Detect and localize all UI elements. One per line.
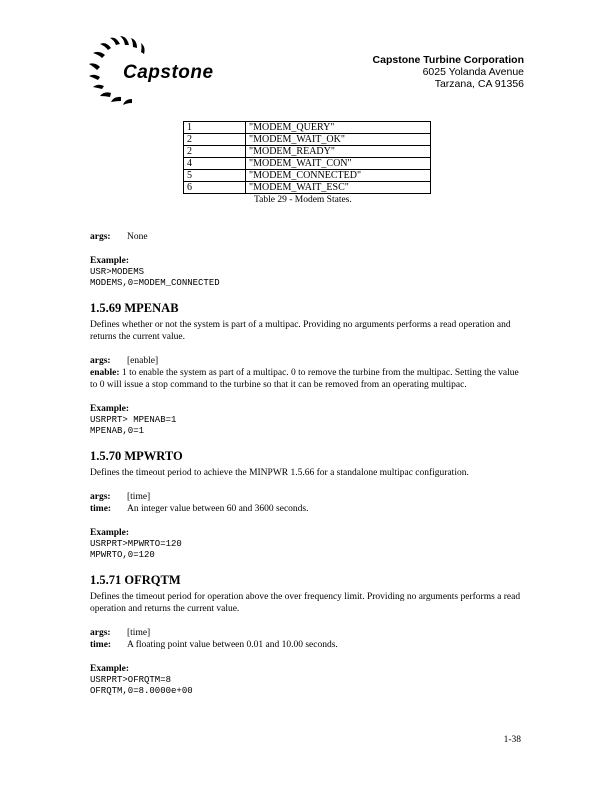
mpwrto-time-line (90, 503, 526, 515)
args-value: [time] (127, 628, 151, 638)
ofrqtm-time-line (90, 639, 526, 651)
args-label: args: (90, 356, 111, 366)
code-line: USRPRT>OFRQTM=8 (90, 675, 172, 685)
table-cell-state: "MODEM_WAIT_OK" (246, 134, 431, 146)
args-value: None (127, 232, 148, 242)
args-value: [enable] (127, 356, 159, 366)
args-label: args: (90, 232, 111, 242)
section-heading-mpwrto: 1.5.70 MPWRTO (90, 449, 183, 463)
table-row (184, 146, 431, 158)
example-label: Example: (90, 528, 130, 538)
table-cell-state: "MODEM_WAIT_ESC" (246, 182, 431, 194)
code-line: USRPRT> MPENAB=1 (90, 415, 177, 425)
table-row (184, 158, 431, 170)
example-label: Example: (90, 404, 130, 414)
section-description: Defines the timeout period for operation above the over frequency limit. Providing no arguments performs a read operation and returns the current value. (90, 592, 521, 614)
ofrqtm-args-line (90, 627, 526, 639)
table-row (184, 170, 431, 182)
section-heading-ofrqtm: 1.5.71 OFRQTM (90, 573, 181, 587)
table-cell-state: "MODEM_QUERY" (246, 122, 431, 134)
mpenab-enable-line (90, 367, 526, 391)
address-line-1: 6025 Yolanda Avenue (422, 66, 524, 78)
mpwrto-args-line (90, 491, 526, 503)
args-label: args: (90, 628, 111, 638)
time-description: A floating point value between 0.01 and 10.00 seconds. (127, 640, 338, 650)
table-cell-state: "MODEM_CONNECTED" (246, 170, 431, 182)
example-label: Example: (90, 256, 130, 266)
company-address-block (373, 54, 524, 90)
table-caption: Table 29 - Modem States. (254, 195, 352, 205)
args-label: args: (90, 492, 111, 502)
code-line: USRPRT>MPWRTO=120 (90, 539, 182, 549)
time-label: time: (90, 504, 112, 514)
modems-args-line (90, 231, 526, 243)
table-cell-number: 6 (184, 182, 246, 194)
code-line: OFRQTM,0=8.0000e+00 (90, 686, 193, 696)
logo-wordmark: Capstone (123, 62, 214, 83)
table-cell-number: 4 (184, 158, 246, 170)
args-value: [time] (127, 492, 151, 502)
table-cell-state: "MODEM_WAIT_CON" (246, 158, 431, 170)
section-description: Defines whether or not the system is part of a multipac. Providing no arguments performs a read operation and returns the current value. (90, 320, 511, 342)
table-row (184, 122, 431, 134)
code-line: MODEMS,0=MODEM_CONNECTED (90, 278, 220, 288)
table-cell-number: 2 (184, 134, 246, 146)
table-row (184, 134, 431, 146)
company-name: Capstone Turbine Corporation (372, 54, 524, 66)
address-line-2: Tarzana, CA 91356 (434, 78, 524, 90)
table-cell-number: 2 (184, 146, 246, 158)
mpenab-args-line (90, 355, 526, 367)
code-line: USR>MODEMS (90, 267, 145, 277)
table-cell-state: "MODEM_READY" (246, 146, 431, 158)
enable-label: enable: (90, 368, 120, 378)
section-heading-mpenab: 1.5.69 MPENAB (90, 301, 179, 315)
capstone-logo (86, 34, 236, 108)
table-cell-number: 1 (184, 122, 246, 134)
table-cell-number: 5 (184, 170, 246, 182)
document-body (90, 231, 526, 697)
page-number: 1-38 (503, 735, 521, 745)
time-label: time: (90, 640, 112, 650)
code-line: MPWRTO,0=120 (90, 550, 155, 560)
table-row (184, 182, 431, 194)
enable-description: 1 to enable the system as part of a multipac. 0 to remove the turbine from the multipac. Setting the value to 0 will issue a stop command to the turbine so that it can be removed from an operating multipac. (90, 368, 519, 390)
time-description: An integer value between 60 and 3600 seconds. (127, 504, 309, 514)
modem-states-table (183, 121, 431, 194)
section-description: Defines the timeout period to achieve the MINPWR 1.5.66 for a standalone multipac configuration. (90, 468, 469, 478)
example-label: Example: (90, 664, 130, 674)
code-line: MPENAB,0=1 (90, 426, 145, 436)
